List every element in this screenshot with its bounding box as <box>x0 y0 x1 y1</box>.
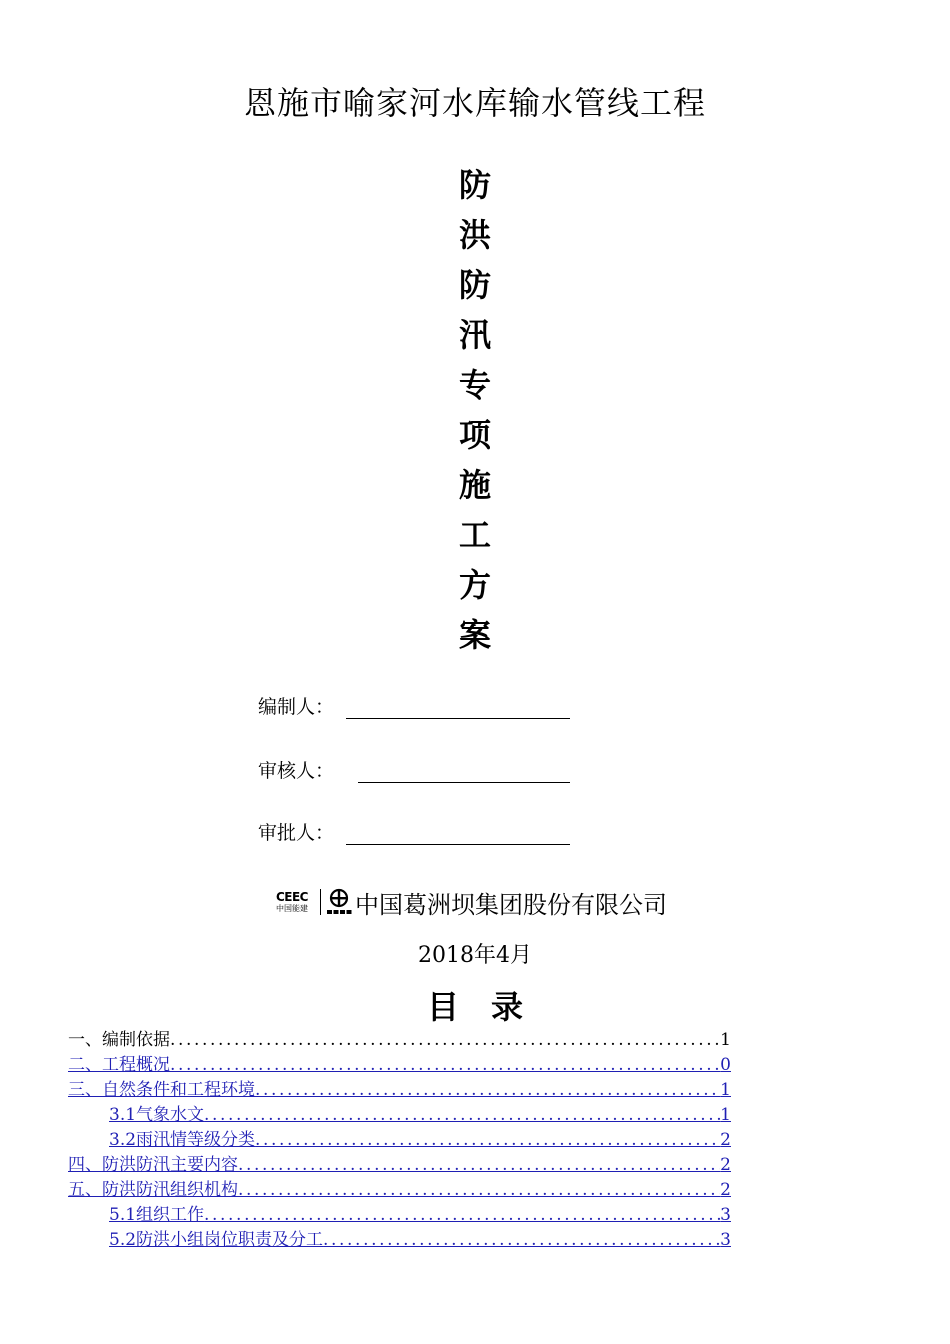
gezhouba-logo-icon <box>325 887 353 917</box>
toc-page-number: 2 <box>720 1130 731 1150</box>
plan-title-char: 专 <box>458 366 491 404</box>
toc-entry-text: 五、防洪防汛组织机构 <box>68 1180 238 1200</box>
toc-page-number: 1 <box>720 1105 731 1125</box>
signature-row-reviewer <box>258 756 572 786</box>
signature-row-compiler <box>258 692 572 722</box>
plan-title <box>440 160 510 660</box>
toc-entry-hydrology[interactable] <box>109 1103 731 1128</box>
toc-entry-text: 一、编制依据 <box>68 1030 170 1050</box>
toc-page-number: 3 <box>720 1205 731 1225</box>
plan-title-char: 工 <box>458 516 491 554</box>
plan-title-char: 洪 <box>458 216 491 254</box>
project-title: 恩施市喻家河水库输水管线工程 <box>243 84 706 122</box>
signature-line <box>358 782 570 783</box>
toc-entry-main-content[interactable] <box>68 1153 731 1178</box>
toc-entry-text: 三、自然条件和工程环境 <box>68 1080 255 1100</box>
toc-entry-organization[interactable] <box>68 1178 731 1203</box>
toc-entry-conditions[interactable] <box>68 1078 731 1103</box>
toc-entry-org-work[interactable] <box>109 1203 731 1228</box>
logo-divider <box>320 889 321 915</box>
toc-page-number: 0 <box>720 1055 731 1075</box>
toc-page-number: 2 <box>720 1155 731 1175</box>
plan-title-char: 方 <box>458 566 491 604</box>
toc-leader-dots <box>204 1103 720 1128</box>
signature-line <box>346 718 570 719</box>
signature-label: 审核人： <box>258 760 335 782</box>
plan-title-char: 汛 <box>458 316 491 354</box>
toc-page-number: 2 <box>720 1180 731 1200</box>
toc-entry-text: 5.2防洪小组岗位职责及分工 <box>109 1230 324 1250</box>
toc-leader-dots <box>238 1178 720 1203</box>
toc-leader-dots <box>170 1053 720 1078</box>
toc-entry-basis[interactable] <box>68 1028 731 1053</box>
toc-entry-rain-levels[interactable] <box>109 1128 731 1153</box>
plan-title-char: 防 <box>458 266 491 304</box>
toc-entry-text: 四、防洪防汛主要内容 <box>68 1155 238 1175</box>
toc-leader-dots <box>204 1203 720 1228</box>
plan-title-char: 项 <box>458 416 491 454</box>
signature-line <box>346 844 570 845</box>
ceec-logo <box>272 887 312 917</box>
logo-subtext: 中国能建 <box>276 903 308 913</box>
plan-title-char: 施 <box>458 466 491 504</box>
signature-label: 审批人： <box>258 822 335 844</box>
toc-entry-text: 3.1气象水文 <box>109 1105 205 1125</box>
toc-leader-dots <box>255 1078 720 1103</box>
document-date: 2018年4月 <box>418 943 532 968</box>
company-name: 中国葛洲坝集团股份有限公司 <box>355 890 667 919</box>
toc-leader-dots <box>170 1028 720 1053</box>
toc-leader-dots <box>238 1153 720 1178</box>
toc-entry-text: 二、工程概况 <box>68 1055 170 1075</box>
plan-title-char: 防 <box>458 166 491 204</box>
toc-page-number: 1 <box>720 1030 731 1050</box>
toc-entry-text: 5.1组织工作 <box>109 1205 205 1225</box>
logo-text: CEEC <box>275 889 308 904</box>
toc-entry-overview[interactable] <box>68 1053 731 1078</box>
signature-label: 编制人： <box>258 696 335 718</box>
company-block <box>272 884 667 920</box>
toc-entry-duties[interactable] <box>109 1228 731 1253</box>
toc-title: 目 录 <box>426 988 523 1026</box>
toc-page-number: 1 <box>720 1080 731 1100</box>
toc-entry-text: 3.2雨汛情等级分类 <box>109 1130 256 1150</box>
toc-leader-dots <box>323 1228 720 1253</box>
signature-row-approver <box>258 818 572 848</box>
toc-page-number: 3 <box>720 1230 731 1250</box>
toc-leader-dots <box>255 1128 720 1153</box>
plan-title-char: 案 <box>458 616 491 654</box>
